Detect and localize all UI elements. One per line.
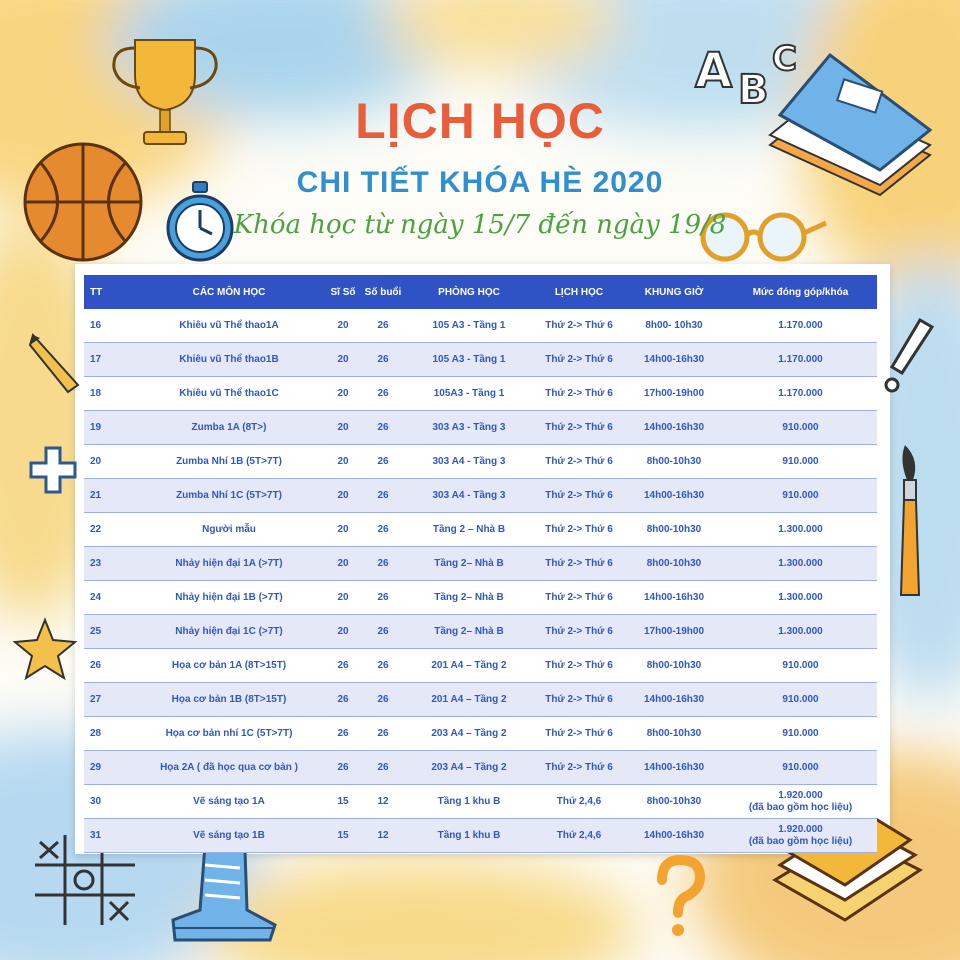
cell-fee: 910.000 [724,717,877,751]
cell-fee: 1.300.000 [724,547,877,581]
table-row [84,615,877,649]
cell-class-size: 15 [324,819,362,853]
fee-note: (đã bao gồm học liệu) [748,835,853,847]
cell-tt: 17 [84,343,134,377]
exclamation-icon [880,315,940,395]
cell-tt: 21 [84,479,134,513]
fee-amount: 1.920.000 [778,823,823,835]
cell-tt: 27 [84,683,134,717]
cell-subject: Zumba 1A (8T>) [134,411,324,445]
cell-fee: 1.170.000 [724,309,877,343]
cell-room: 303 A4 - Tầng 3 [404,479,534,513]
cell-sessions: 26 [362,615,404,649]
cell-class-size: 20 [324,479,362,513]
cell-tt: 23 [84,547,134,581]
cell-fee: 910.000 [724,445,877,479]
schedule-table [84,275,877,853]
table-row [84,581,877,615]
cell-fee: 910.000 [724,649,877,683]
fee-note: (đã bao gồm học liệu) [748,801,853,813]
cell-class-size: 20 [324,309,362,343]
cell-sessions: 26 [362,445,404,479]
cell-room: 105 A3 - Tầng 1 [404,309,534,343]
paintbrush-icon [885,440,935,600]
question-mark-icon [650,855,710,940]
cell-sessions: 26 [362,751,404,785]
cell-tt: 22 [84,513,134,547]
cell-tt: 24 [84,581,134,615]
cell-time: 8h00-10h30 [624,785,724,819]
svg-text:B: B [738,67,769,113]
table-row [84,411,877,445]
cell-room: 303 A4 - Tầng 3 [404,445,534,479]
cell-room: Tầng 2 – Nhà B [404,513,534,547]
svg-text:C: C [772,39,797,79]
table-row [84,309,877,343]
cell-tt: 25 [84,615,134,649]
column-header: CÁC MÔN HỌC [134,275,324,309]
cell-room: 203 A4 – Tầng 2 [404,751,534,785]
cell-time: 14h00-16h30 [624,751,724,785]
course-date-range: Khóa học từ ngày 15/7 đến ngày 19/8 [233,210,727,240]
plus-icon [28,445,78,495]
cell-class-size: 20 [324,581,362,615]
column-header: TT [84,275,134,309]
table-row [84,513,877,547]
cell-fee: 1.300.000 [724,513,877,547]
cell-schedule: Thứ 2-> Thứ 6 [534,513,624,547]
cell-subject: Zumba Nhí 1C (5T>7T) [134,479,324,513]
cell-room: 201 A4 – Tầng 2 [404,683,534,717]
cell-fee: 1.170.000 [724,377,877,411]
cell-room: 203 A4 – Tầng 2 [404,717,534,751]
cell-fee [724,785,877,819]
cell-subject: Họa cơ bản nhí 1C (5T>7T) [134,717,324,751]
cell-fee: 910.000 [724,479,877,513]
cell-sessions: 26 [362,377,404,411]
cell-subject: Zumba Nhí 1B (5T>7T) [134,445,324,479]
cell-sessions: 26 [362,683,404,717]
table-row [84,649,877,683]
cell-class-size: 20 [324,445,362,479]
cell-tt: 29 [84,751,134,785]
cell-schedule: Thứ 2-> Thứ 6 [534,751,624,785]
cell-schedule: Thứ 2-> Thứ 6 [534,309,624,343]
cell-class-size: 20 [324,343,362,377]
cell-time: 17h00-19h00 [624,377,724,411]
cell-class-size: 15 [324,785,362,819]
column-header: PHÒNG HỌC [404,275,534,309]
cell-sessions: 12 [362,819,404,853]
cell-schedule: Thứ 2-> Thứ 6 [534,717,624,751]
cell-class-size: 20 [324,411,362,445]
cell-sessions: 26 [362,581,404,615]
cell-sessions: 26 [362,717,404,751]
cell-schedule: Thứ 2-> Thứ 6 [534,479,624,513]
cell-subject: Họa cơ bản 1A (8T>15T) [134,649,324,683]
cell-tt: 20 [84,445,134,479]
page-subtitle: CHI TIẾT KHÓA HÈ 2020 [296,166,664,199]
table-row [84,445,877,479]
table-row [84,683,877,717]
cell-schedule: Thứ 2-> Thứ 6 [534,343,624,377]
cell-schedule: Thứ 2-> Thứ 6 [534,683,624,717]
cell-class-size: 26 [324,649,362,683]
cell-fee: 910.000 [724,751,877,785]
cell-subject: Vẽ sáng tạo 1B [134,819,324,853]
table-row [84,479,877,513]
cell-sessions: 26 [362,411,404,445]
cell-sessions: 26 [362,343,404,377]
cell-time: 14h00-16h30 [624,411,724,445]
page-title: LỊCH HỌC [355,93,605,149]
basketball-icon [15,138,155,268]
cell-class-size: 20 [324,377,362,411]
cell-schedule: Thứ 2,4,6 [534,785,624,819]
cell-sessions: 12 [362,785,404,819]
cell-schedule: Thứ 2-> Thứ 6 [534,581,624,615]
table-row [84,751,877,785]
star-icon [10,610,80,700]
svg-text:A: A [695,43,733,99]
cell-class-size: 26 [324,683,362,717]
cell-tt: 19 [84,411,134,445]
cell-subject: Người mẫu [134,513,324,547]
cell-time: 17h00-19h00 [624,615,724,649]
cell-schedule: Thứ 2-> Thứ 6 [534,377,624,411]
cell-room: 105 A3 - Tầng 1 [404,343,534,377]
cell-fee [724,819,877,853]
cell-time: 8h00-10h30 [624,649,724,683]
cell-time: 14h00-16h30 [624,683,724,717]
table-header-row [84,275,877,309]
table-row [84,343,877,377]
cell-tt: 18 [84,377,134,411]
cell-room: Tầng 2– Nhà B [404,581,534,615]
column-header: Sĩ Số [324,275,362,309]
cell-fee: 1.300.000 [724,615,877,649]
cell-time: 14h00-16h30 [624,479,724,513]
cell-sessions: 26 [362,309,404,343]
cell-room: Tầng 1 khu B [404,819,534,853]
cell-room: Tầng 2– Nhà B [404,547,534,581]
column-header: Số buổi [362,275,404,309]
cell-tt: 26 [84,649,134,683]
table-row [84,377,877,411]
cell-class-size: 20 [324,513,362,547]
cell-room: 201 A4 – Tầng 2 [404,649,534,683]
cell-room: Tầng 2– Nhà B [404,615,534,649]
cell-schedule: Thứ 2-> Thứ 6 [534,411,624,445]
table-row [84,717,877,751]
cell-fee: 1.170.000 [724,343,877,377]
cell-room: 303 A3 - Tầng 3 [404,411,534,445]
cell-schedule: Thứ 2-> Thứ 6 [534,615,624,649]
fee-amount: 1.920.000 [778,789,823,801]
cell-fee: 910.000 [724,411,877,445]
cell-sessions: 26 [362,479,404,513]
cell-time: 14h00-16h30 [624,819,724,853]
pencil-icon [28,330,83,395]
cell-subject: Vẽ sáng tạo 1A [134,785,324,819]
cell-sessions: 26 [362,547,404,581]
cell-time: 8h00-10h30 [624,513,724,547]
cell-schedule: Thứ 2-> Thứ 6 [534,445,624,479]
cell-time: 8h00-10h30 [624,717,724,751]
table-row [84,819,877,853]
cell-subject: Nhảy hiện đại 1A (>7T) [134,547,324,581]
cell-subject: Nhảy hiện đại 1C (>7T) [134,615,324,649]
cell-subject: Khiêu vũ Thể thao1B [134,343,324,377]
cell-class-size: 20 [324,547,362,581]
cell-schedule: Thứ 2-> Thứ 6 [534,649,624,683]
sneaker-icon [165,840,280,950]
cell-time: 8h00-10h30 [624,547,724,581]
cell-sessions: 26 [362,513,404,547]
cell-subject: Khiêu vũ Thể thao1A [134,309,324,343]
cell-tt: 28 [84,717,134,751]
cell-time: 8h00- 10h30 [624,309,724,343]
cell-time: 14h00-16h30 [624,343,724,377]
cell-schedule: Thứ 2-> Thứ 6 [534,547,624,581]
cell-subject: Họa cơ bản 1B (8T>15T) [134,683,324,717]
cell-room: Tầng 1 khu B [404,785,534,819]
cell-tt: 31 [84,819,134,853]
cell-time: 14h00-16h30 [624,581,724,615]
table-row [84,785,877,819]
cell-sessions: 26 [362,649,404,683]
cell-subject: Nhảy hiện đại 1B (>7T) [134,581,324,615]
column-header: Mức đóng góp/khóa [724,275,877,309]
cell-class-size: 26 [324,717,362,751]
column-header: LỊCH HỌC [534,275,624,309]
table-row [84,547,877,581]
cell-fee: 1.300.000 [724,581,877,615]
cell-subject: Khiêu vũ Thể thao1C [134,377,324,411]
cell-room: 105A3 - Tầng 1 [404,377,534,411]
cell-tt: 30 [84,785,134,819]
cell-fee: 910.000 [724,683,877,717]
cell-class-size: 20 [324,615,362,649]
cell-tt: 16 [84,309,134,343]
cell-subject: Họa 2A ( đã học qua cơ bản ) [134,751,324,785]
cell-schedule: Thứ 2,4,6 [534,819,624,853]
column-header: KHUNG GIỜ [624,275,724,309]
cell-class-size: 26 [324,751,362,785]
cell-time: 8h00-10h30 [624,445,724,479]
